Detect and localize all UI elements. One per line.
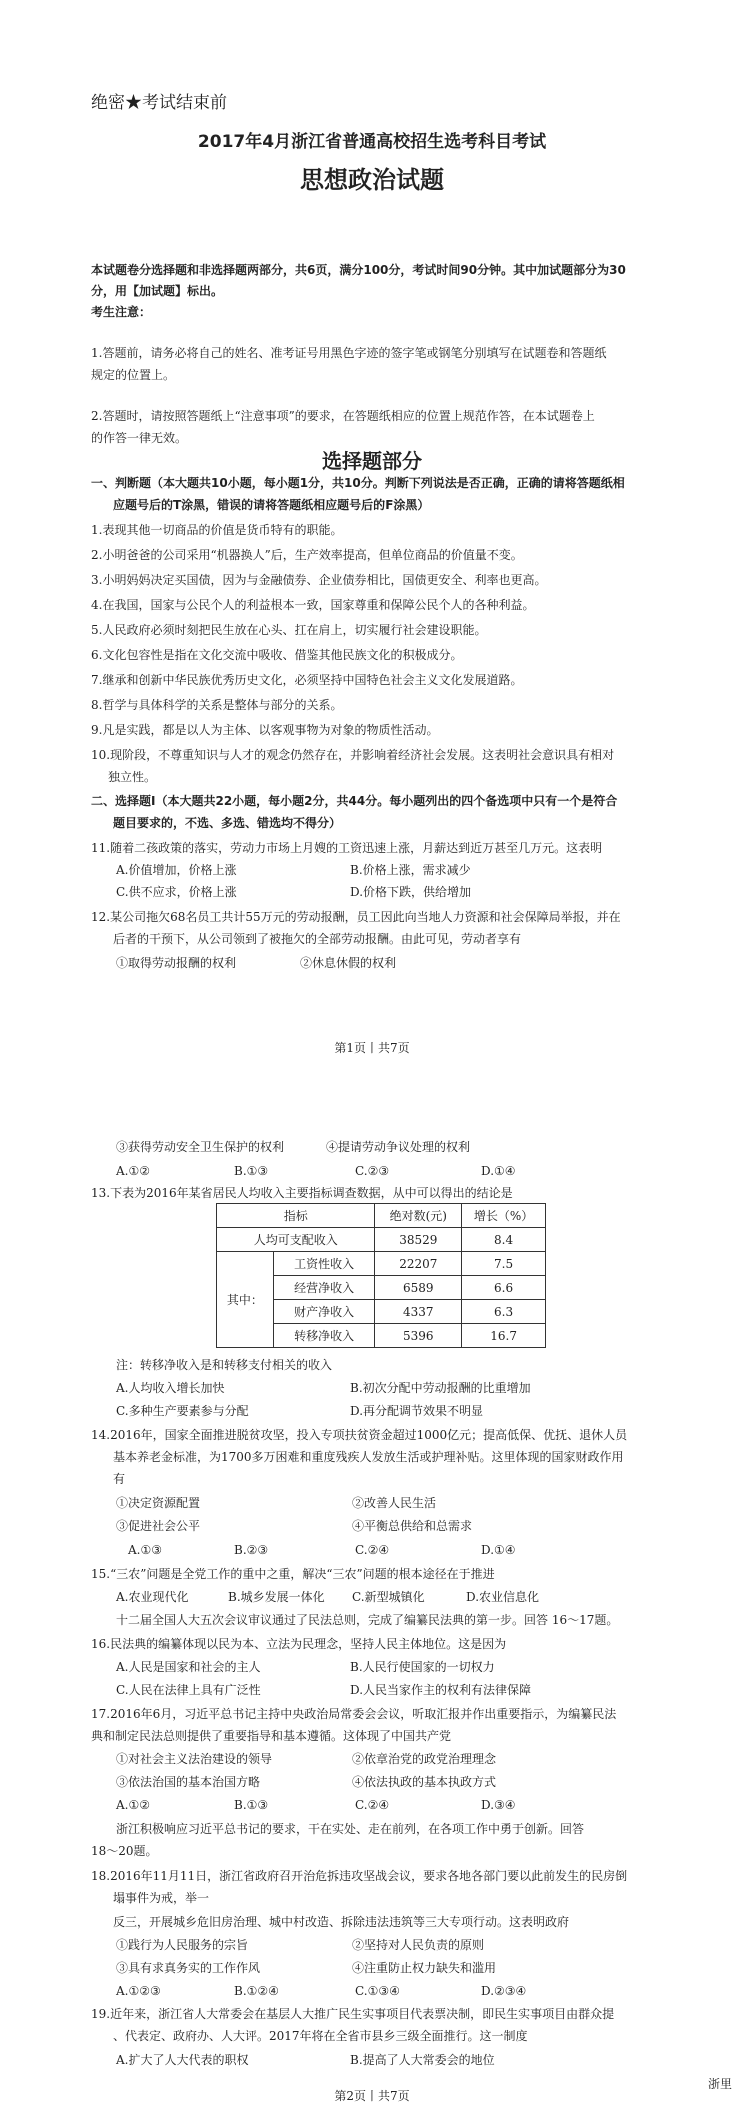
q12-stem: 后者的干预下，从公司领到了被拖欠的全部劳动报酬。由此可见，劳动者享有 — [113, 932, 522, 946]
judge-item: 独立性。 — [108, 770, 157, 784]
q13-stem: 13.下表为2016年某省居民人均收入主要指标调查数据，从中可以得出的结论是 — [91, 1186, 513, 1200]
q15-option: C.新型城镇化 — [352, 1590, 425, 1604]
section-title: 选择题部分 — [322, 449, 422, 473]
q11-option: A.价值增加，价格上涨 — [116, 863, 237, 877]
judge-item: 8.哲学与具体科学的关系是整体与部分的关系。 — [91, 698, 343, 712]
q18-item: ③具有求真务实的工作作风 — [116, 1961, 261, 1975]
judge-item: 9.凡是实践，都是以人为主体、以客观事物为对象的物质性活动。 — [91, 723, 439, 737]
q15-option: D.农业信息化 — [466, 1590, 540, 1604]
q15-option: B.城乡发展一体化 — [228, 1590, 325, 1604]
q15-option: A.农业现代化 — [116, 1590, 189, 1604]
table-cell: 其中： — [217, 1252, 274, 1348]
table-cell: 工资性收入 — [273, 1252, 375, 1276]
q14-item: ②改善人民生活 — [352, 1496, 437, 1510]
q16-stem: 16.民法典的编纂体现以民为本、立法为民理念，坚持人民主体地位。这是因为 — [91, 1637, 507, 1651]
q18-item: ①践行为人民服务的宗旨 — [116, 1938, 249, 1952]
table-row — [217, 1228, 546, 1252]
table-header: 增长（%） — [462, 1204, 546, 1228]
q18-stem: 塌事件为戒，举一 — [113, 1891, 210, 1905]
table-cell: 财产净收入 — [273, 1300, 375, 1324]
q12-stem: 12.某公司拖欠68名员工共计55万元的劳动报酬，员工因此向当地人力资源和社会保障局举报，并在 — [91, 910, 621, 924]
table-header: 绝对数(元) — [375, 1204, 462, 1228]
q17-item: ①对社会主义法治建设的领导 — [116, 1752, 273, 1766]
q12-item: ①取得劳动报酬的权利 — [116, 956, 237, 970]
note-line: 1.答题前，请务必将自己的姓名、准考证号用黑色字迹的签字笔或钢笔分别填写在试题卷和答题纸 — [91, 346, 607, 360]
q11-option: B.价格上涨，需求减少 — [350, 863, 471, 877]
note-line: 的作答一律无效。 — [91, 431, 188, 445]
q19-option: B.提高了人大常委会的地位 — [350, 2053, 495, 2067]
q17-item: ③依法治国的基本治国方略 — [116, 1775, 261, 1789]
q17-option: B.①③ — [234, 1798, 269, 1812]
q12-option: B.①③ — [234, 1164, 269, 1178]
q11-option: C.供不应求，价格上涨 — [116, 885, 237, 899]
q12-item: ④提请劳动争议处理的权利 — [326, 1140, 471, 1154]
exam-title: 2017年4月浙江省普通高校招生选考科目考试 — [197, 132, 547, 152]
q18-stem: 反三，开展城乡危旧房治理、城中村改造、拆除违法违筑等三大专项行动。这表明政府 — [113, 1915, 570, 1929]
q12-option: D.①④ — [481, 1164, 516, 1178]
q19-stem: 、代表定、政府办、人大评。2017年将在全省市县乡三级全面推行。这一制度 — [113, 2029, 528, 2043]
q18-option: A.①②③ — [116, 1984, 161, 1998]
q12-option: A.①② — [116, 1164, 150, 1178]
q14-option: A.①③ — [128, 1543, 162, 1557]
q15-stem: 15.“三农”问题是全党工作的重中之重，解决“三农”问题的根本途径在于推进 — [91, 1567, 495, 1581]
q14-item: ①决定资源配置 — [116, 1496, 201, 1510]
q17-option: A.①② — [116, 1798, 150, 1812]
q17-stem: 典和制定民法总则提供了重要指导和基本遵循。这体现了中国共产党 — [91, 1729, 452, 1743]
judge-item: 3.小明妈妈决定买国债，因为与金融债券、企业债券相比，国债更安全、利率也更高。 — [91, 573, 547, 587]
q16-option: D.人民当家作主的权利有法律保障 — [350, 1683, 532, 1697]
table-cell: 经营净收入 — [273, 1276, 375, 1300]
q12-item: ③获得劳动安全卫生保护的权利 — [116, 1140, 285, 1154]
q17-item: ④依法执政的基本执政方式 — [352, 1775, 497, 1789]
table-cell: 6.3 — [462, 1300, 546, 1324]
judge-item: 1.表现其他一切商品的价值是货币特有的职能。 — [91, 523, 343, 537]
table-cell: 人均可支配收入 — [217, 1228, 375, 1252]
table-cell: 5396 — [375, 1324, 462, 1348]
q14-option: B.②③ — [234, 1543, 269, 1557]
q13-option: A.人均收入增长加快 — [116, 1381, 225, 1395]
q14-option: D.①④ — [481, 1543, 516, 1557]
table-cell: 16.7 — [462, 1324, 546, 1348]
q12-option: C.②③ — [355, 1164, 390, 1178]
q18-stem: 18.2016年11月11日，浙江省政府召开治危拆违攻坚战会议，要求各地各部门要以此前发生的民房倒 — [91, 1869, 628, 1883]
q16-option: A.人民是国家和社会的主人 — [116, 1660, 261, 1674]
q13-option: B.初次分配中劳动报酬的比重增加 — [350, 1381, 531, 1395]
q18-option: D.②③④ — [481, 1984, 527, 1998]
table-cell: 6.6 — [462, 1276, 546, 1300]
material-text: 十二届全国人大五次会议审议通过了民法总则，完成了编纂民法典的第一步。回答 16～17题。 — [116, 1613, 619, 1627]
part2-heading: 题目要求的，不选、多选、错选均不得分） — [113, 816, 342, 830]
notice-title: 考生注意： — [91, 305, 152, 319]
q12-item: ②休息休假的权利 — [300, 956, 397, 970]
q13-note: 注：转移净收入是和转移支付相关的收入 — [116, 1358, 333, 1372]
judge-item: 10.现阶段，不尊重知识与人才的观念仍然存在，并影响着经济社会发展。这表明社会意识具有相对 — [91, 748, 615, 762]
q14-item: ③促进社会公平 — [116, 1519, 201, 1533]
table-cell: 7.5 — [462, 1252, 546, 1276]
table-header-row — [217, 1204, 546, 1228]
q11-stem: 11.随着二孩政策的落实，劳动力市场上月嫂的工资迅速上涨，月薪达到近万甚至几万元。这表明 — [91, 841, 603, 855]
table-cell: 转移净收入 — [273, 1324, 375, 1348]
q14-item: ④平衡总供给和总需求 — [352, 1519, 473, 1533]
q18-item: ②坚持对人民负责的原则 — [352, 1938, 485, 1952]
note-line: 2.答题时，请按照答题纸上“注意事项”的要求，在答题纸相应的位置上规范作答，在本试题卷上 — [91, 409, 595, 423]
q19-option: A.扩大了人大代表的职权 — [116, 2053, 249, 2067]
judge-item: 6.文化包容性是指在文化交流中吸收、借鉴其他民族文化的积极成分。 — [91, 648, 463, 662]
q17-stem: 17.2016年6月，习近平总书记主持中央政治局常委会会议，听取汇报并作出重要指示，为编纂民法 — [91, 1707, 617, 1721]
intro-line: 本试题卷分选择题和非选择题两部分，共6页，满分100分，考试时间90分钟。其中加试题部分为30 — [91, 263, 626, 277]
page-footer: 第2页丨共7页 — [334, 2089, 410, 2103]
table-cell: 8.4 — [462, 1228, 546, 1252]
q19-stem: 19.近年来，浙江省人大常委会在基层人大推广民生实事项目代表票决制，即民生实事项目由群众提 — [91, 2007, 615, 2021]
page-footer: 第1页丨共7页 — [334, 1041, 410, 1055]
q14-stem: 14.2016年，国家全面推进脱贫攻坚，投入专项扶贫资金超过1000亿元；提高低保、优抚、退休人员 — [91, 1428, 628, 1442]
table-cell: 4337 — [375, 1300, 462, 1324]
table-cell: 6589 — [375, 1276, 462, 1300]
q17-option: C.②④ — [355, 1798, 390, 1812]
note-line: 规定的位置上。 — [91, 368, 176, 382]
table-row — [217, 1252, 546, 1276]
q18-option: B.①②④ — [234, 1984, 279, 1998]
table-cell: 22207 — [375, 1252, 462, 1276]
income-table — [216, 1203, 546, 1348]
q16-option: B.人民行使国家的一切权力 — [350, 1660, 495, 1674]
judge-item: 4.在我国，国家与公民个人的利益根本一致，国家尊重和保障公民个人的各种利益。 — [91, 598, 535, 612]
judge-item: 2.小明爸爸的公司采用“机器换人”后，生产效率提高，但单位商品的价值量不变。 — [91, 548, 523, 562]
corner-mark: 浙里 — [707, 2077, 732, 2091]
material-text: 浙江积极响应习近平总书记的要求，干在实处、走在前列，在各项工作中勇于创新。回答 — [116, 1822, 585, 1836]
q17-item: ②依章治党的政党治理理念 — [352, 1752, 497, 1766]
table-cell: 38529 — [375, 1228, 462, 1252]
q14-stem: 基本养老金标准，为1700多万困难和重度残疾人发放生活或护理补贴。这里体现的国家财政作用 — [113, 1450, 624, 1464]
judge-item: 5.人民政府必须时刻把民生放在心头、扛在肩上，切实履行社会建设职能。 — [91, 623, 487, 637]
judge-item: 7.继承和创新中华民族优秀历史文化，必须坚持中国特色社会主义文化发展道路。 — [91, 673, 523, 687]
part1-heading: 一、判断题（本大题共10小题，每小题1分，共10分。判断下列说法是否正确，正确的请将答题纸相 — [91, 476, 625, 490]
q13-option: D.再分配调节效果不明显 — [350, 1404, 484, 1418]
secret-mark: 绝密★考试结束前 — [91, 93, 227, 113]
q11-option: D.价格下跌，供给增加 — [350, 885, 472, 899]
q14-stem: 有 — [113, 1472, 126, 1486]
q16-option: C.人民在法律上具有广泛性 — [116, 1683, 261, 1697]
q18-option: C.①③④ — [355, 1984, 400, 1998]
table-header: 指标 — [217, 1204, 375, 1228]
material-text: 18～20题。 — [91, 1844, 158, 1858]
q17-option: D.③④ — [481, 1798, 516, 1812]
q14-option: C.②④ — [355, 1543, 390, 1557]
q18-item: ④注重防止权力缺失和滥用 — [352, 1961, 497, 1975]
part1-heading: 应题号后的T涂黑，错误的请将答题纸相应题号后的F涂黑） — [113, 498, 430, 512]
q13-option: C.多种生产要素参与分配 — [116, 1404, 249, 1418]
intro-line: 分，用【加试题】标出。 — [91, 284, 224, 298]
subject-title: 思想政治试题 — [300, 166, 444, 194]
part2-heading: 二、选择题Ⅰ（本大题共22小题，每小题2分，共44分。每小题列出的四个备选项中只有一个是符合 — [91, 794, 618, 808]
